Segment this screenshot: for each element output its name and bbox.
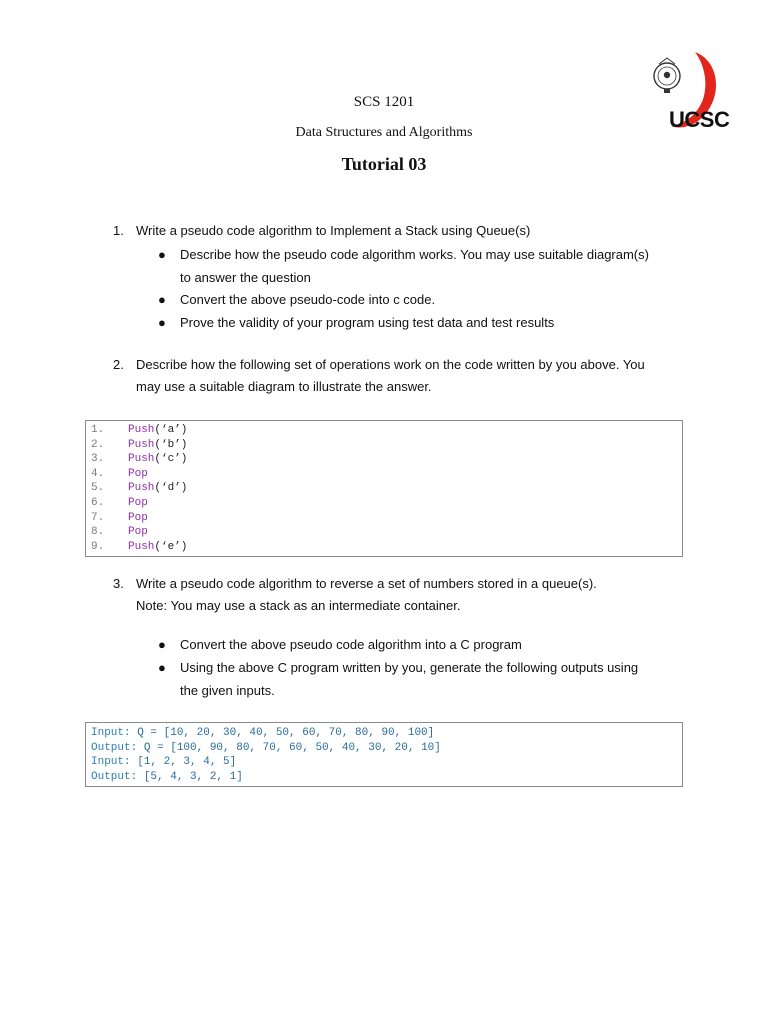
- question-1: [113, 220, 683, 242]
- q1-bullet-1: [158, 243, 680, 289]
- io-value: Q = [100, 90, 80, 70, 60, 50, 40, 30, 20, 10]: [137, 741, 441, 754]
- bullet-text: Using the above C program written by you, generate the following outputs using: [180, 660, 639, 675]
- bullet-icon: ●: [158, 660, 166, 675]
- io-label: Input:: [91, 727, 131, 739]
- bullet-icon: ●: [158, 315, 166, 330]
- bullet-text: Convert the above pseudo code algorithm into a C program: [180, 637, 522, 652]
- operation-argument: (‘e’): [154, 540, 188, 553]
- question-text: Write a pseudo code algorithm to Implement a Stack using Queue(s): [136, 223, 531, 238]
- operation-name: Push: [128, 482, 155, 495]
- bullet-text: Prove the validity of your program using test data and test results: [180, 315, 555, 330]
- io-line: [91, 726, 434, 741]
- q3-bullet-1: [158, 633, 680, 656]
- line-number: 5.: [91, 482, 105, 495]
- io-value: Q = [10, 20, 30, 40, 50, 60, 70, 80, 90, 100]: [130, 727, 435, 739]
- io-label: Output:: [91, 741, 138, 754]
- bullet-text: the given inputs.: [180, 683, 275, 698]
- operation-name: Pop: [128, 511, 148, 524]
- q1-bullet-2: [158, 288, 680, 311]
- operation-argument: (‘a’): [154, 424, 188, 436]
- tutorial-title: Tutorial 03: [341, 154, 427, 174]
- q3-bullet-2: [158, 656, 680, 702]
- operation-name: Push: [128, 540, 155, 553]
- line-number: 9.: [91, 540, 105, 553]
- line-number: 8.: [91, 526, 105, 539]
- question-number: 1.: [113, 223, 124, 238]
- question-3: [113, 573, 683, 617]
- course-name: Data Structures and Algorithms: [295, 125, 473, 140]
- bullet-icon: ●: [158, 292, 166, 307]
- io-line: [91, 770, 243, 785]
- line-number: 2.: [91, 438, 105, 451]
- bullet-icon: ●: [158, 247, 166, 262]
- bullet-text: to answer the question: [180, 270, 311, 285]
- course-code: SCS 1201: [353, 94, 415, 110]
- question-text: may use a suitable diagram to illustrate the answer.: [136, 379, 432, 394]
- logo-text: UCSC: [669, 107, 730, 132]
- io-value: [5, 4, 3, 2, 1]: [137, 770, 243, 783]
- bullet-text: Describe how the pseudo code algorithm works. You may use suitable diagram(s): [180, 247, 649, 262]
- io-label: Input:: [91, 756, 131, 769]
- operation-argument: (‘d’): [154, 482, 188, 495]
- operation-name: Pop: [128, 526, 148, 539]
- question-number: 3.: [113, 576, 124, 591]
- io-value: [1, 2, 3, 4, 5]: [130, 756, 237, 769]
- question-text: Note: You may use a stack as an intermediate container.: [136, 598, 461, 613]
- question-2: [113, 354, 683, 398]
- bullet-icon: ●: [158, 637, 166, 652]
- io-line: [91, 741, 441, 756]
- line-number: 6.: [91, 497, 105, 509]
- bullet-text: Convert the above pseudo-code into c code.: [180, 292, 436, 307]
- operations-code-box: [85, 420, 683, 557]
- io-label: Output:: [91, 770, 138, 783]
- line-number: 1.: [91, 424, 105, 436]
- operation-name: Pop: [128, 497, 148, 509]
- operation-name: Push: [128, 424, 155, 436]
- operation-name: Push: [128, 453, 155, 466]
- operation-argument: (‘c’): [154, 453, 188, 466]
- operation-name: Push: [128, 438, 155, 451]
- line-number: 4.: [91, 467, 105, 480]
- line-number: 3.: [91, 453, 105, 466]
- question-number: 2.: [113, 357, 124, 372]
- io-code-box: [85, 722, 683, 787]
- line-number: 7.: [91, 511, 105, 524]
- q1-bullet-3: [158, 311, 680, 334]
- question-text: Describe how the following set of operations work on the code written by you above. You: [136, 357, 645, 372]
- question-text: Write a pseudo code algorithm to reverse a set of numbers stored in a queue(s).: [136, 576, 597, 591]
- operation-name: Pop: [128, 467, 148, 480]
- operation-argument: (‘b’): [154, 438, 188, 451]
- io-line: [91, 755, 236, 770]
